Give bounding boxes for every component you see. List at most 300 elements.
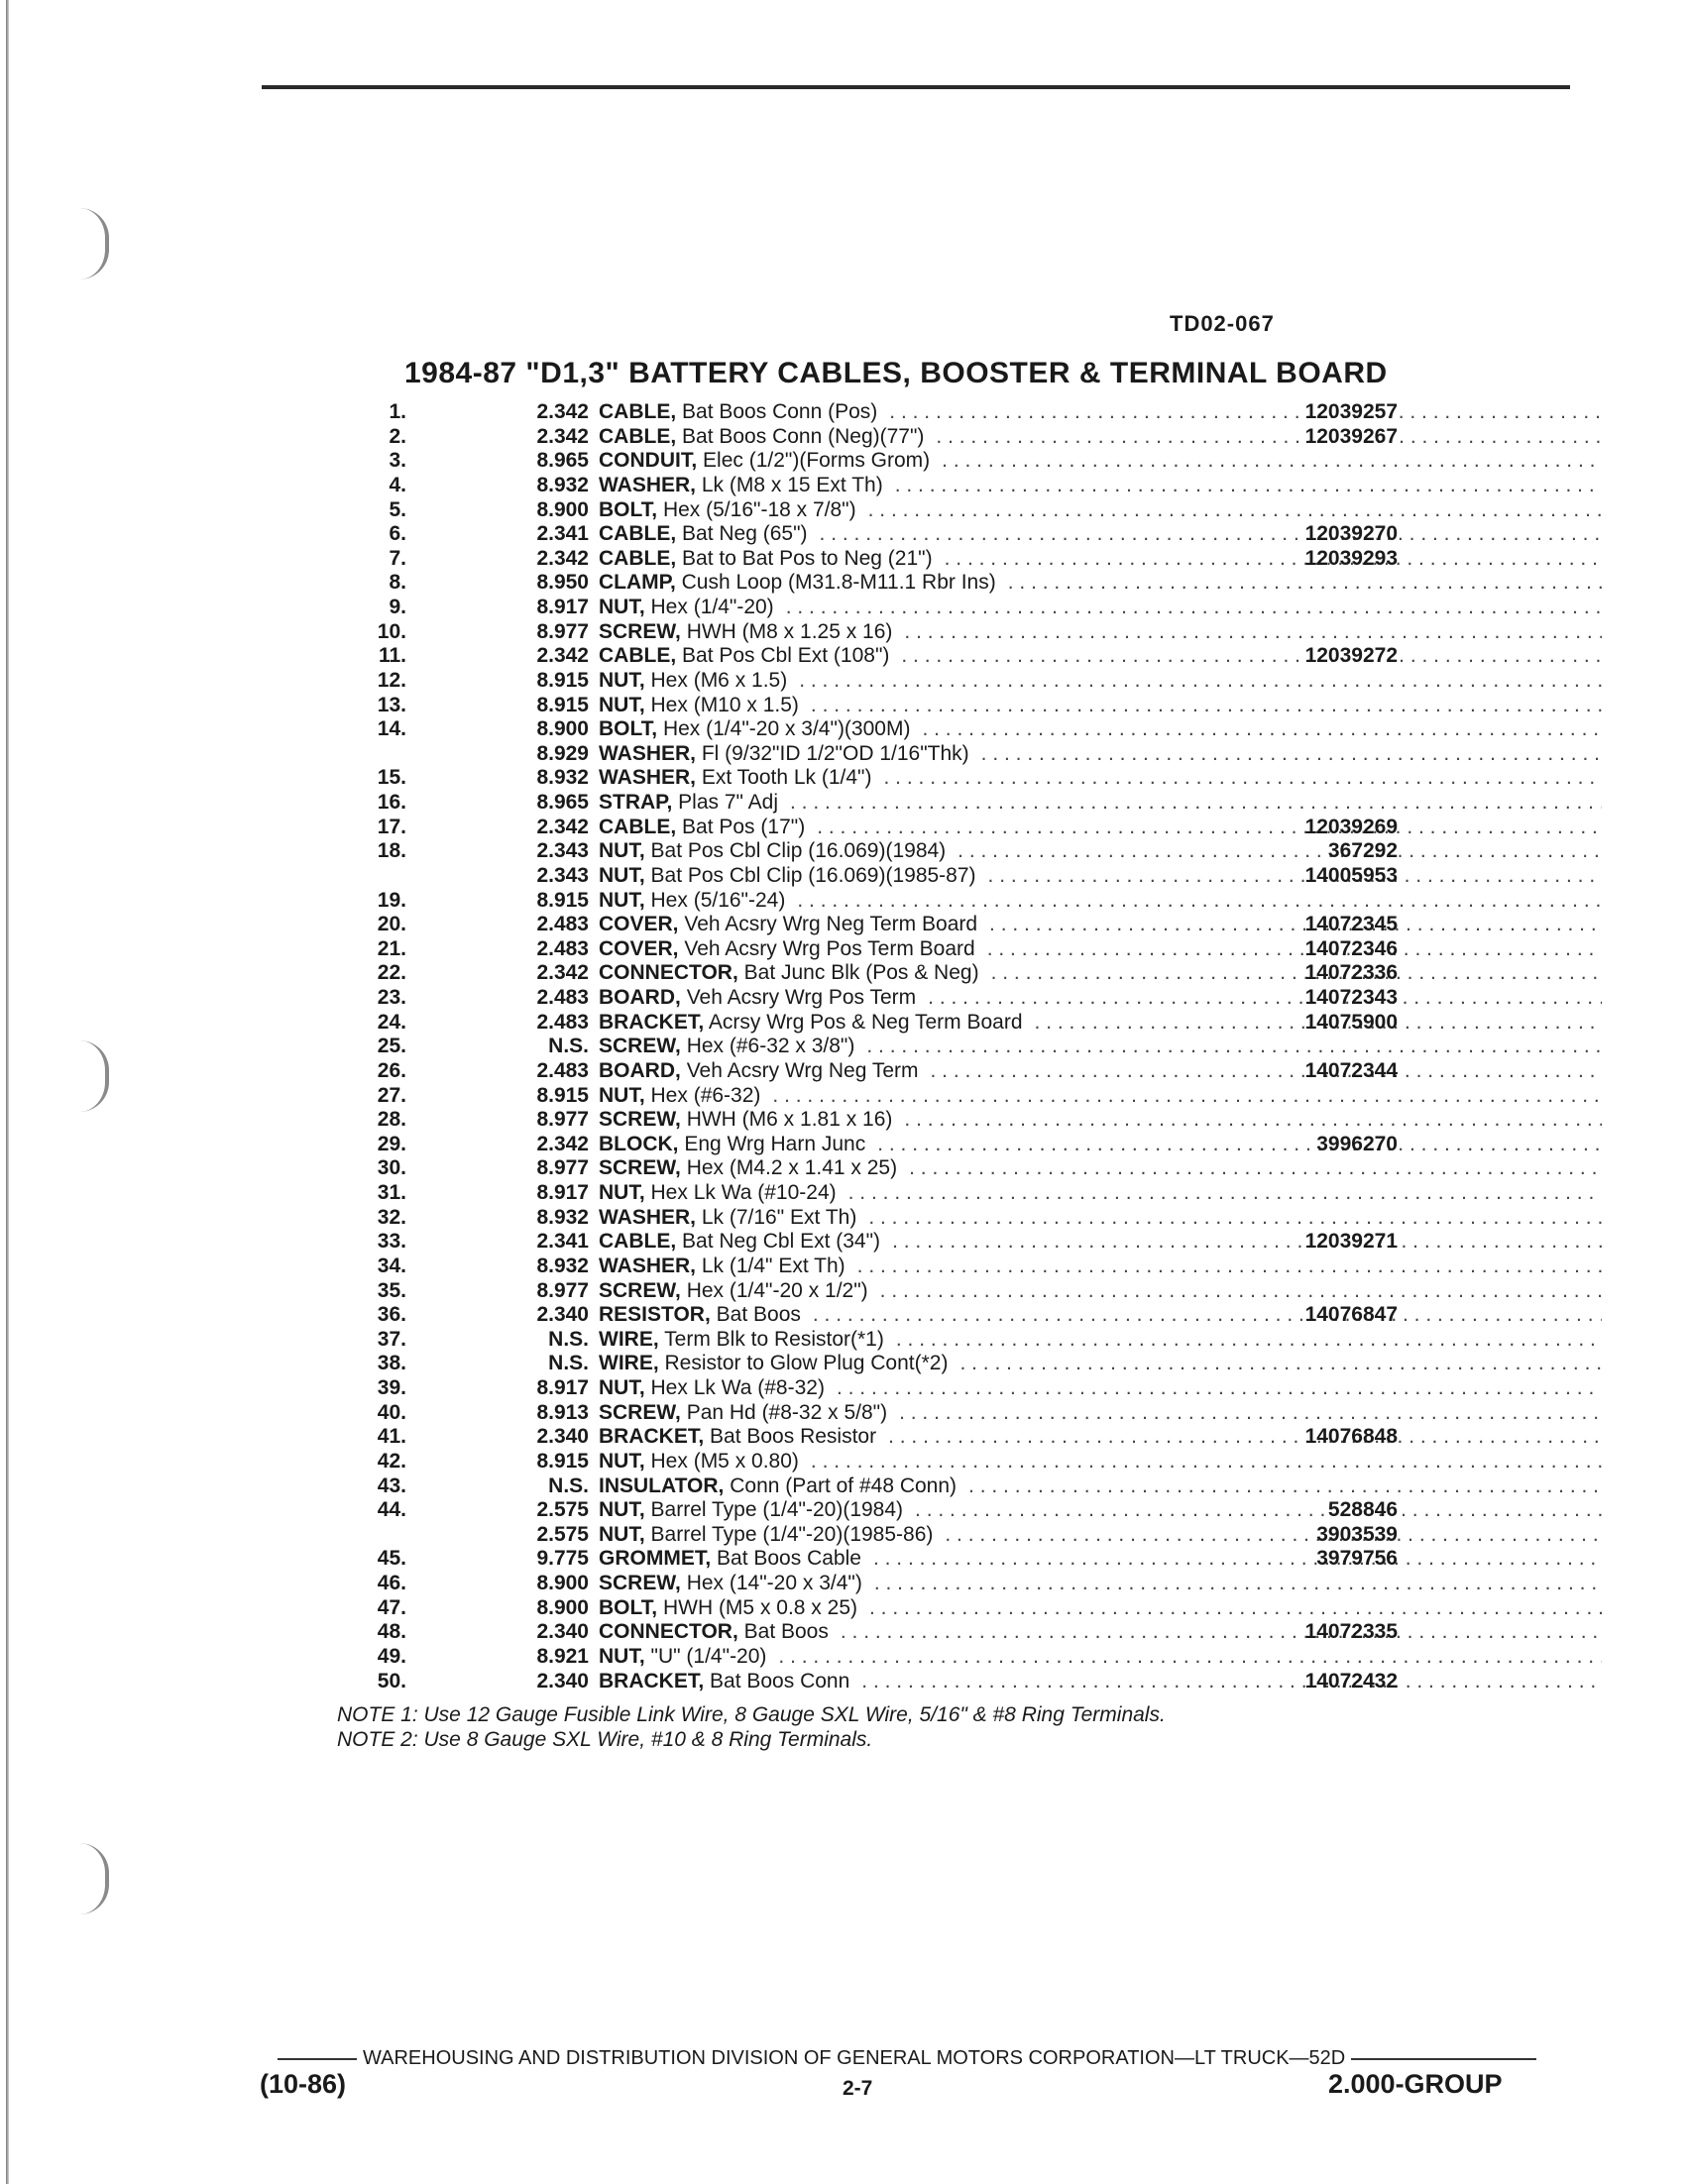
item-number: 22. (377, 961, 406, 985)
part-name: BOARD, (599, 1058, 681, 1082)
group-number: 2.343 (536, 863, 589, 887)
part-row (337, 1670, 1408, 1694)
group-number: 2.575 (536, 1498, 589, 1522)
dot-leader (787, 669, 1602, 694)
item-number: 12. (377, 668, 406, 692)
dot-leader (868, 1279, 1602, 1304)
part-row (337, 596, 1408, 620)
part-description (599, 669, 1602, 694)
group-number: 8.929 (536, 741, 589, 765)
item-number: 11. (378, 644, 406, 668)
part-description-text (599, 1328, 884, 1353)
part-description-text (599, 1498, 903, 1523)
group-number: 2.342 (536, 815, 589, 838)
item-number: 3. (389, 449, 406, 473)
part-name: RESISTOR, (599, 1303, 711, 1327)
item-number: 31. (377, 1181, 406, 1204)
item-number: 28. (377, 1108, 406, 1132)
part-description (599, 1255, 1602, 1279)
group-number: 2.483 (536, 1058, 589, 1082)
part-detail: Hex (14"-20 x 3/4") (686, 1572, 862, 1594)
part-number: 12039267 (1304, 424, 1398, 448)
footer-dash-left (278, 2058, 357, 2060)
part-detail: Hex (1/4"-20 x 1/2") (686, 1278, 868, 1302)
part-description (599, 766, 1602, 791)
group-number: 8.977 (536, 1278, 589, 1302)
part-row (337, 1230, 1408, 1255)
part-name: NUT, (599, 1181, 645, 1204)
part-name: CABLE, (599, 400, 677, 423)
part-description-text (599, 400, 877, 425)
part-description (599, 1352, 1602, 1376)
part-name: BOLT, (599, 717, 658, 741)
part-description (599, 1474, 1602, 1499)
group-number: 8.915 (536, 693, 589, 716)
part-number: 3903539 (1316, 1522, 1398, 1546)
part-row (337, 1596, 1408, 1621)
dot-leader (892, 1108, 1602, 1133)
item-number: 26. (377, 1058, 406, 1082)
parts-list (337, 400, 1408, 1693)
part-name: NUT, (599, 1498, 645, 1522)
part-row (337, 986, 1408, 1011)
group-number: 8.917 (536, 1376, 589, 1399)
part-description (599, 937, 1602, 962)
dot-leader (760, 1084, 1602, 1109)
item-number: 1. (389, 400, 406, 423)
part-row (337, 1206, 1408, 1231)
part-row (337, 839, 1408, 864)
part-number: 367292 (1327, 839, 1398, 863)
group-number: 8.932 (536, 766, 589, 790)
part-description-text (599, 1255, 845, 1279)
part-description (599, 620, 1602, 645)
part-detail: Hex (5/16"-18 x 7/8") (662, 497, 856, 521)
note-1: NOTE 1: Use 12 Gauge Fusible Link Wire, 8 Gauge SXL Wire, 5/16" & #8 Ring Terminals. (337, 1703, 1166, 1726)
part-description (599, 1645, 1602, 1670)
part-detail: Plas 7" Adj (678, 791, 779, 814)
part-name: CABLE, (599, 644, 677, 668)
part-name: SCREW, (599, 1035, 681, 1058)
part-detail: Acrsy Wrg Pos & Neg Term Board (708, 1010, 1023, 1034)
item-number: 34. (377, 1254, 406, 1277)
group-number: 8.913 (536, 1400, 589, 1424)
part-row (337, 864, 1408, 889)
part-row (337, 1523, 1408, 1548)
item-number: 19. (377, 888, 406, 912)
part-description-text (599, 1206, 856, 1231)
part-description (599, 474, 1602, 498)
document-id: TD02-067 (1170, 311, 1275, 336)
part-description-text (599, 864, 976, 889)
part-description (599, 1425, 1602, 1450)
part-name: CONNECTOR, (599, 1620, 738, 1644)
item-number: 23. (377, 986, 406, 1009)
part-description-text (599, 1572, 862, 1596)
part-number: 14072346 (1304, 936, 1398, 960)
part-description (599, 986, 1602, 1011)
part-row (337, 1279, 1408, 1304)
part-name: NUT, (599, 863, 645, 887)
dot-leader (845, 1255, 1602, 1279)
footer-line (278, 2047, 1536, 2070)
part-description-text (599, 1670, 849, 1694)
part-name: SCREW, (599, 1278, 681, 1302)
item-number: 9. (389, 596, 406, 618)
item-number: 7. (389, 546, 406, 570)
item-number: 29. (377, 1132, 406, 1155)
item-number: 48. (377, 1620, 406, 1644)
part-name: NUT, (599, 668, 645, 692)
part-description (599, 522, 1602, 547)
group-number: 2.342 (536, 546, 589, 570)
part-name: GROMMET, (599, 1547, 712, 1571)
part-description-text (599, 1620, 829, 1645)
part-description (599, 1596, 1602, 1621)
group-number: N.S. (548, 1035, 589, 1058)
item-number: 30. (377, 1156, 406, 1180)
group-number: 2.342 (536, 424, 589, 448)
part-detail: Hex (M10 x 1.5) (650, 693, 799, 716)
part-description-text (599, 644, 889, 669)
part-name: CABLE, (599, 815, 677, 838)
part-description-text (599, 669, 787, 694)
dot-leader (897, 1156, 1602, 1181)
part-name: NUT, (599, 1376, 645, 1399)
part-row (337, 1645, 1408, 1670)
part-number: 14072344 (1304, 1058, 1398, 1082)
part-description-text (599, 620, 892, 645)
part-description-text (599, 1279, 868, 1304)
part-description-text (599, 742, 969, 767)
part-detail: Bat Junc Blk (Pos & Neg) (743, 961, 979, 985)
part-name: WASHER, (599, 1205, 697, 1229)
dot-leader (883, 474, 1602, 498)
part-description-text (599, 1645, 766, 1670)
part-description-text (599, 1303, 801, 1328)
part-description-text (599, 1035, 854, 1059)
part-name: BLOCK, (599, 1132, 679, 1155)
group-number: 8.977 (536, 1156, 589, 1180)
item-number: 44. (377, 1498, 406, 1522)
part-row (337, 1572, 1408, 1596)
group-number: 9.775 (536, 1547, 589, 1571)
part-detail: Veh Acsry Wrg Neg Term (686, 1058, 919, 1082)
item-number: 20. (377, 913, 406, 936)
part-name: CABLE, (599, 1230, 677, 1254)
part-description-text (599, 961, 979, 986)
item-number: 13. (377, 693, 406, 716)
part-detail: Hex (1/4"-20 x 3/4")(300M) (662, 717, 911, 741)
part-number: 14072345 (1304, 913, 1398, 936)
part-name: NUT, (599, 1449, 645, 1473)
part-name: BRACKET, (599, 1669, 705, 1693)
group-number: 2.340 (536, 1669, 589, 1693)
item-number: 21. (377, 936, 406, 960)
part-number: 528846 (1327, 1498, 1398, 1522)
group-number: 2.341 (536, 1230, 589, 1254)
part-number: 3979756 (1316, 1547, 1398, 1571)
part-description-text (599, 791, 778, 816)
group-number: 2.340 (536, 1620, 589, 1644)
part-detail: Bat Pos Cbl Clip (16.069)(1985-87) (650, 863, 976, 887)
part-description (599, 1303, 1602, 1328)
group-number: 8.915 (536, 668, 589, 692)
part-number: 14005953 (1304, 863, 1398, 887)
part-detail: Resistor to Glow Plug Cont(*2) (664, 1352, 949, 1375)
part-description-text (599, 571, 996, 596)
part-row (337, 1059, 1408, 1084)
part-description-text (599, 889, 785, 914)
part-description (599, 913, 1602, 937)
part-row (337, 522, 1408, 547)
group-number: 8.900 (536, 497, 589, 521)
part-description-text (599, 1133, 865, 1157)
group-number: 2.343 (536, 839, 589, 863)
part-description (599, 839, 1602, 864)
part-description-text (599, 1450, 799, 1474)
part-detail: Bat Boos (716, 1303, 801, 1327)
part-row (337, 1303, 1408, 1328)
item-number: 14. (377, 717, 406, 741)
part-description (599, 1328, 1602, 1353)
part-description (599, 864, 1602, 889)
part-number: 14076847 (1304, 1303, 1398, 1327)
part-detail: Bat Neg (65") (682, 522, 808, 546)
item-number: 47. (377, 1595, 406, 1619)
part-detail: Bat Neg Cbl Ext (34") (682, 1230, 881, 1254)
part-name: BOLT, (599, 1595, 658, 1619)
item-number: 39. (377, 1376, 406, 1399)
part-description-text (599, 449, 930, 474)
footer-date: (10-86) (260, 2069, 347, 2099)
dot-leader (856, 498, 1602, 523)
part-description (599, 1547, 1602, 1572)
group-number: 8.917 (536, 1181, 589, 1204)
part-description-text (599, 913, 977, 937)
part-row (337, 474, 1408, 498)
part-description-text (599, 1181, 837, 1206)
part-description-text (599, 596, 774, 620)
item-number: 15. (377, 766, 406, 790)
part-row (337, 766, 1408, 791)
part-row (337, 889, 1408, 914)
dot-leader (854, 1035, 1602, 1059)
part-detail: Barrel Type (1/4"-20)(1984) (650, 1498, 904, 1522)
part-name: CONNECTOR, (599, 961, 738, 985)
item-number: 24. (377, 1010, 406, 1034)
group-number: 8.915 (536, 1449, 589, 1473)
part-detail: "U" (1/4"-20) (650, 1644, 767, 1668)
part-name: BRACKET, (599, 1425, 705, 1449)
dot-leader (872, 766, 1602, 791)
group-number: 2.342 (536, 644, 589, 668)
dot-leader (887, 1401, 1602, 1426)
part-row (337, 1474, 1408, 1499)
group-number: 2.483 (536, 936, 589, 960)
part-detail: Bat Boos Conn (710, 1669, 850, 1693)
part-number: 14072335 (1304, 1620, 1398, 1644)
part-name: STRAP, (599, 791, 673, 814)
part-row (337, 1156, 1408, 1181)
part-row (337, 1620, 1408, 1645)
part-description-text (599, 1108, 892, 1133)
item-number: 50. (377, 1669, 406, 1693)
part-row (337, 669, 1408, 694)
part-number: 3996270 (1316, 1132, 1398, 1155)
part-description (599, 1206, 1602, 1231)
note-2: NOTE 2: Use 8 Gauge SXL Wire, #10 & 8 Ring Terminals. (337, 1728, 873, 1751)
part-description-text (599, 1156, 897, 1181)
dot-leader (957, 1474, 1602, 1499)
part-name: BOLT, (599, 497, 658, 521)
dot-leader (892, 620, 1602, 645)
part-row (337, 644, 1408, 669)
part-description (599, 1084, 1602, 1109)
part-detail: HWH (M6 x 1.81 x 16) (686, 1108, 893, 1132)
dot-leader (825, 1376, 1602, 1401)
dot-leader (785, 889, 1602, 914)
part-name: INSULATOR, (599, 1474, 725, 1497)
group-number: 8.977 (536, 1108, 589, 1132)
part-detail: Lk (1/4" Ext Th) (701, 1254, 845, 1277)
dot-leader (774, 596, 1602, 620)
part-detail: Bat Boos Resistor (710, 1425, 877, 1449)
part-row (337, 547, 1408, 572)
group-number: 8.932 (536, 1205, 589, 1229)
group-number: 8.921 (536, 1644, 589, 1668)
item-number: 40. (377, 1400, 406, 1424)
part-description (599, 1108, 1602, 1133)
part-number: 12039271 (1304, 1230, 1398, 1254)
part-row (337, 1108, 1408, 1133)
part-row (337, 1425, 1408, 1450)
part-description (599, 596, 1602, 620)
part-row (337, 425, 1408, 450)
part-number: 14072343 (1304, 986, 1398, 1009)
part-detail: Hex (#6-32) (650, 1083, 761, 1107)
part-row (337, 571, 1408, 596)
part-name: SCREW, (599, 1572, 681, 1594)
part-detail: Hex (#6-32 x 3/8") (686, 1035, 855, 1058)
binder-edge (6, 0, 9, 2184)
part-description-text (599, 1011, 1023, 1036)
part-description-text (599, 474, 883, 498)
group-number: 2.575 (536, 1522, 589, 1546)
item-number: 25. (377, 1035, 406, 1058)
part-description-text (599, 1230, 880, 1255)
part-name: SCREW, (599, 1156, 681, 1180)
part-name: NUT, (599, 693, 645, 716)
part-detail: Bat to Bat Pos to Neg (21") (682, 546, 933, 570)
part-description-text (599, 816, 805, 840)
part-detail: Bat Boos (743, 1620, 829, 1644)
part-detail: Cush Loop (M31.8-M11.1 Rbr Ins) (681, 571, 996, 595)
item-number: 33. (377, 1230, 406, 1254)
top-rule (262, 85, 1570, 89)
item-number: 36. (377, 1303, 406, 1327)
page-title: 1984-87 "D1,3" BATTERY CABLES, BOOSTER & TERMINAL BOARD (404, 357, 1388, 389)
item-number: 4. (389, 473, 406, 496)
part-name: NUT, (599, 1522, 645, 1546)
part-description-text (599, 1059, 919, 1084)
part-description (599, 1230, 1602, 1255)
part-detail: Pan Hd (#8-32 x 5/8") (686, 1400, 888, 1424)
part-name: WASHER, (599, 741, 697, 765)
part-name: NUT, (599, 596, 645, 618)
part-row (337, 961, 1408, 986)
part-name: CABLE, (599, 522, 677, 546)
part-description (599, 694, 1602, 718)
part-detail: Bat Pos Cbl Ext (108") (682, 644, 890, 668)
dot-leader (799, 694, 1602, 718)
part-name: NUT, (599, 839, 645, 863)
part-detail: Term Blk to Resistor(*1) (664, 1327, 884, 1351)
item-number: 18. (377, 839, 406, 863)
part-description (599, 1376, 1602, 1401)
group-number: 8.977 (536, 619, 589, 643)
part-name: CABLE, (599, 424, 677, 448)
part-detail: Ext Tooth Lk (1/4") (701, 766, 872, 790)
part-name: CLAMP, (599, 571, 676, 595)
group-number: 8.932 (536, 473, 589, 496)
dot-leader (948, 1352, 1602, 1376)
item-number: 45. (377, 1547, 406, 1571)
item-number: 41. (377, 1425, 406, 1449)
dot-leader (856, 1206, 1602, 1231)
part-description-text (599, 1547, 861, 1572)
part-row (337, 449, 1408, 474)
group-number: 2.340 (536, 1303, 589, 1327)
dot-leader (884, 1328, 1602, 1353)
part-name: COVER, (599, 913, 679, 936)
part-description (599, 1670, 1602, 1694)
part-row (337, 1450, 1408, 1474)
part-name: COVER, (599, 936, 679, 960)
part-name: SCREW, (599, 619, 681, 643)
dot-leader (837, 1181, 1602, 1206)
item-number: 38. (377, 1352, 406, 1375)
group-number: 2.342 (536, 961, 589, 985)
part-detail: HWH (M8 x 1.25 x 16) (686, 619, 893, 643)
item-number: 8. (389, 571, 406, 595)
part-detail: Elec (1/2")(Forms Grom) (703, 449, 931, 473)
part-number: 12039270 (1304, 522, 1398, 546)
part-detail: Hex (M4.2 x 1.41 x 25) (686, 1156, 898, 1180)
part-detail: Veh Acsry Wrg Neg Term Board (684, 913, 978, 936)
part-description (599, 449, 1602, 474)
part-description-text (599, 547, 933, 572)
group-number: N.S. (548, 1352, 589, 1375)
part-description (599, 400, 1602, 425)
item-number: 16. (377, 791, 406, 814)
item-number: 43. (377, 1474, 406, 1497)
group-number: 8.932 (536, 1254, 589, 1277)
part-description (599, 791, 1602, 816)
part-detail: Veh Acsry Wrg Pos Term (686, 986, 917, 1009)
part-detail: Fl (9/32"ID 1/2"OD 1/16"Thk) (701, 741, 969, 765)
part-name: NUT, (599, 888, 645, 912)
part-description-text (599, 717, 910, 742)
part-description (599, 1011, 1602, 1036)
part-description (599, 717, 1602, 742)
dot-leader (996, 571, 1602, 596)
part-row (337, 791, 1408, 816)
part-description-text (599, 1596, 857, 1621)
item-number: 5. (389, 497, 406, 521)
dot-leader (778, 791, 1602, 816)
group-number: 8.900 (536, 717, 589, 741)
